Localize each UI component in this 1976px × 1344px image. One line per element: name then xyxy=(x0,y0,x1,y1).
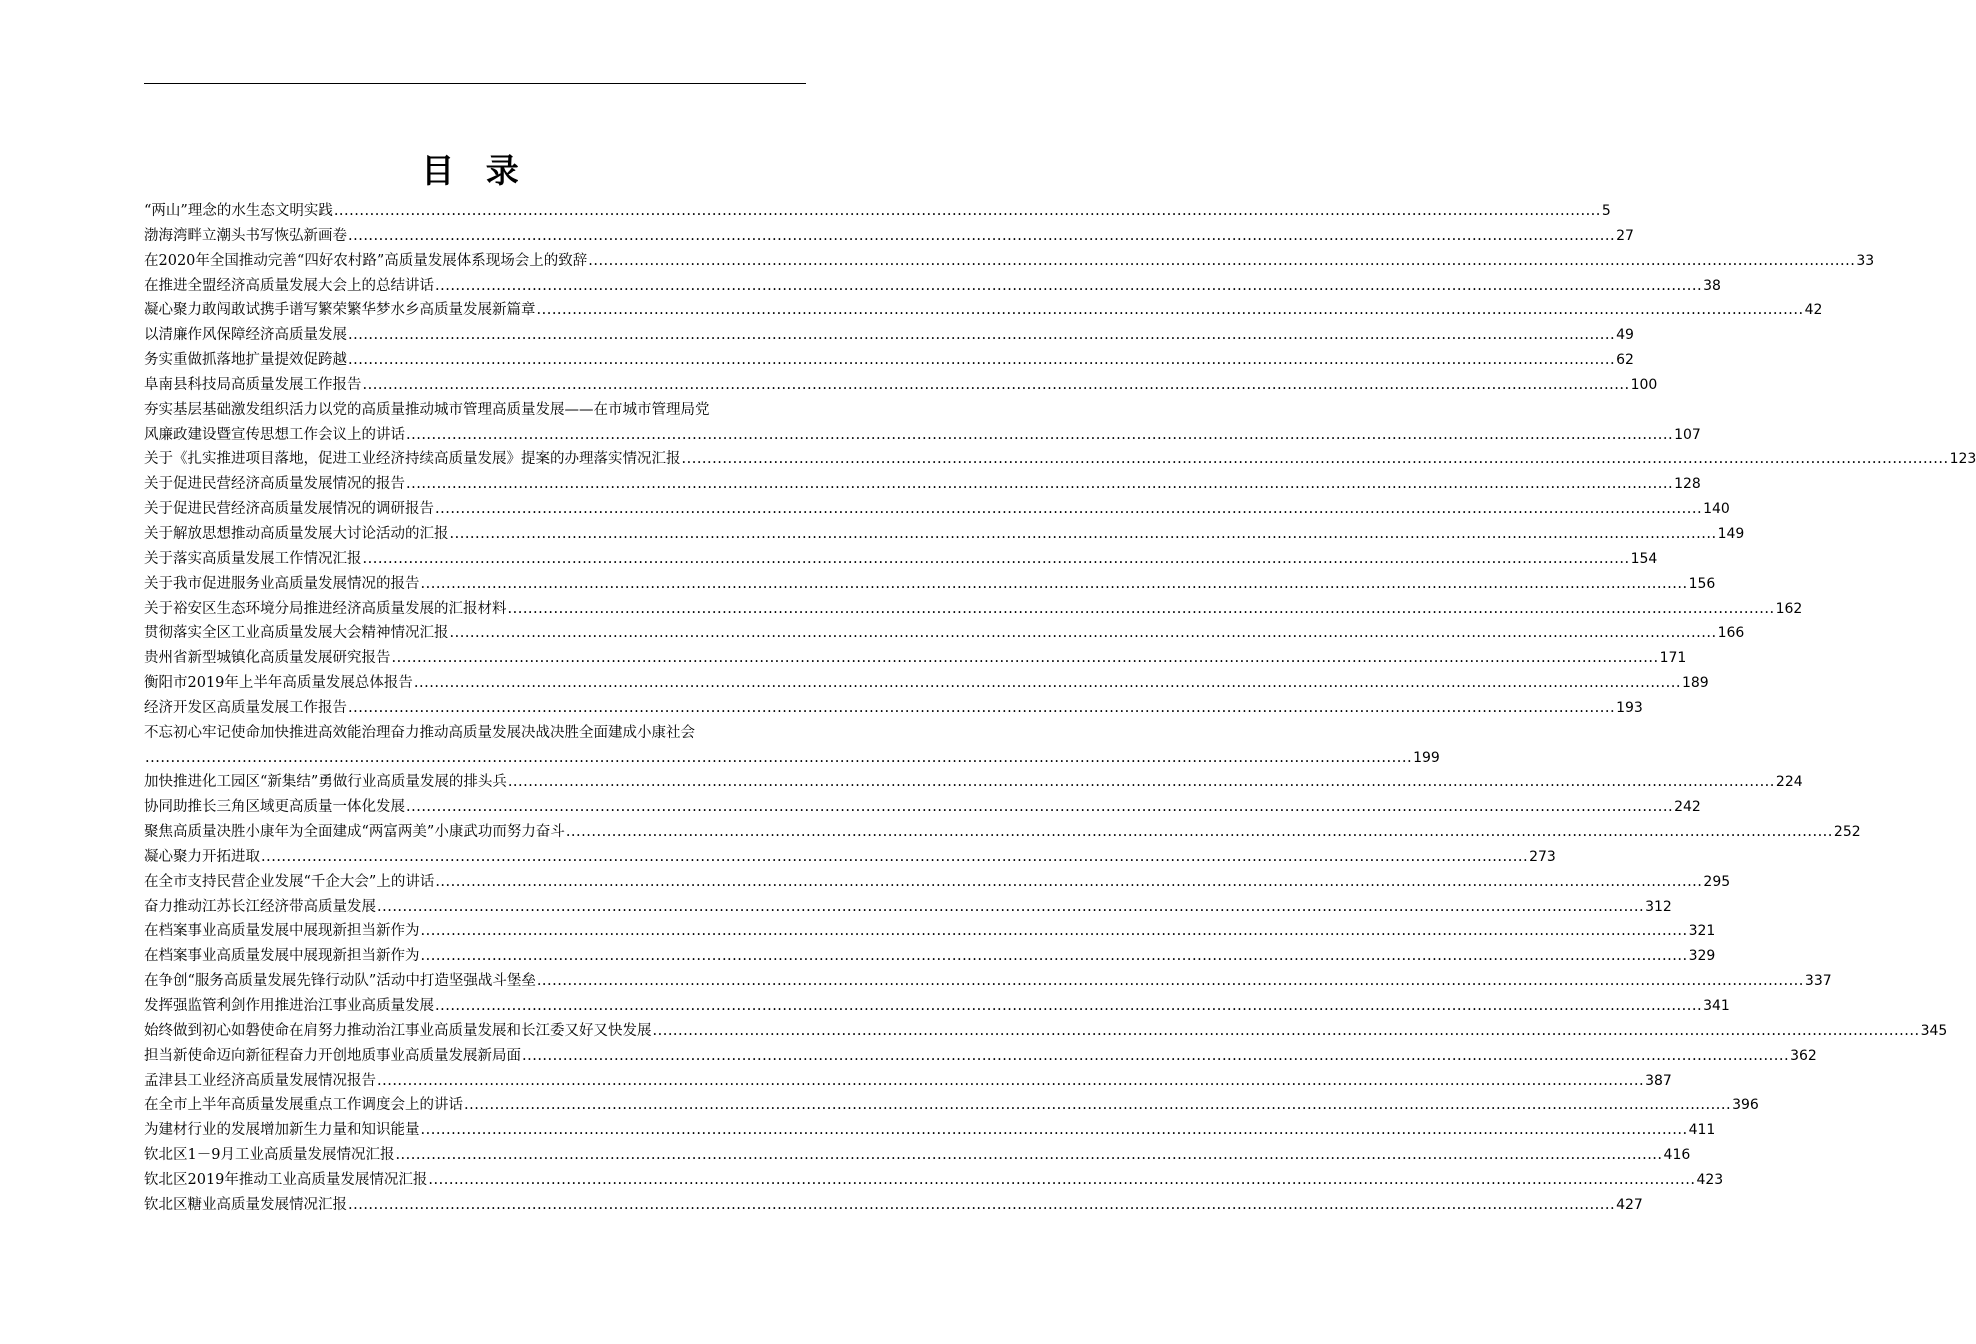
toc-entry-page: 154 xyxy=(1630,550,1658,567)
toc-entry-page: 38 xyxy=(1703,277,1721,294)
toc-entry[interactable] xyxy=(144,969,1832,994)
toc-entry-page: 166 xyxy=(1717,625,1745,642)
toc-entry-page: 140 xyxy=(1703,501,1730,518)
toc-entry-page: 411 xyxy=(1688,1122,1716,1139)
toc-entry[interactable] xyxy=(144,1168,1724,1193)
toc-entry[interactable] xyxy=(144,1044,1817,1069)
toc-entry[interactable] xyxy=(144,1193,1643,1218)
toc-entry[interactable] xyxy=(144,423,1701,448)
toc-leader-dots xyxy=(653,1019,1920,1044)
toc-leader-dots xyxy=(348,696,1615,721)
toc-entry-title: 在2020年全国推动完善“四好农村路”高质量发展体系现场会上的致辞 xyxy=(144,252,588,269)
toc-entry-page: 171 xyxy=(1659,650,1687,667)
toc-entry-title: 协同助推长三角区域更高质量一体化发展 xyxy=(144,799,405,816)
toc-leader-dots xyxy=(348,323,1615,348)
toc-leader-dots xyxy=(392,646,1659,671)
toc-leader-dots xyxy=(508,770,1775,795)
toc-entry-page: 193 xyxy=(1616,699,1643,716)
toc-leader-dots xyxy=(145,746,1412,771)
toc-entry[interactable] xyxy=(144,1069,1672,1094)
toc-entry-title: 关于落实高质量发展工作情况汇报 xyxy=(144,550,362,567)
toc-entry[interactable] xyxy=(144,646,1687,671)
toc-entry-page: 149 xyxy=(1717,525,1745,542)
toc-entry-title: 关于我市促进服务业高质量发展情况的报告 xyxy=(144,575,420,592)
toc-entry-page: 156 xyxy=(1688,575,1716,592)
toc-entry[interactable] xyxy=(144,671,1709,696)
toc-entry-page: 362 xyxy=(1790,1047,1817,1064)
toc-leader-dots xyxy=(522,1044,1789,1069)
toc-entry[interactable] xyxy=(144,870,1731,895)
toc-leader-dots xyxy=(395,1143,1662,1168)
toc-entry-title: 关于《扎实推进项目落地，促进工业经济持续高质量发展》提案的办理落实情况汇报 xyxy=(144,451,681,468)
toc-leader-dots xyxy=(428,1168,1695,1193)
toc-leader-dots xyxy=(348,1193,1615,1218)
toc-entry-page: 123 xyxy=(1949,451,1976,468)
toc-entry-line[interactable]: 夯实基层基础激发组织活力以党的高质量推动城市管理高质量发展——在市城市管理局党 xyxy=(144,401,710,418)
toc-leader-dots xyxy=(682,447,1949,472)
toc-entry[interactable] xyxy=(144,249,1875,274)
toc-entry-page: 33 xyxy=(1856,252,1875,269)
toc-entry-title: 渤海湾畔立潮头书写恢弘新画卷 xyxy=(144,227,347,244)
toc-entry-title: 发挥强监管利剑作用推进治江事业高质量发展 xyxy=(144,998,434,1014)
toc-entry-title: 贯彻落实全区工业高质量发展大会精神情况汇报 xyxy=(144,625,449,642)
toc-entry-title: 加快推进化工园区“新集结”勇做行业高质量发展的排头兵 xyxy=(144,774,507,791)
toc-entry-page: 189 xyxy=(1681,675,1709,692)
toc-entry-title: 在档案事业高质量发展中展现新担当新作为 xyxy=(144,923,420,940)
toc-entry-title: 衡阳市2019年上半年高质量发展总体报告 xyxy=(144,675,413,692)
toc-entry[interactable] xyxy=(144,447,1976,472)
toc-entry-page: 423 xyxy=(1696,1171,1724,1188)
toc-leader-dots xyxy=(508,597,1775,622)
toc-leader-dots xyxy=(261,845,1528,870)
toc-entry-page: 387 xyxy=(1645,1072,1672,1089)
toc-leader-dots xyxy=(406,423,1673,448)
toc-entry[interactable] xyxy=(144,1019,1948,1044)
toc-leader-dots xyxy=(537,969,1804,994)
toc-leader-dots xyxy=(464,1093,1731,1118)
toc-entry-title: 担当新使命迈向新征程奋力开创地质事业高质量发展新局面 xyxy=(144,1047,521,1064)
toc-leader-dots xyxy=(406,795,1673,820)
toc-entry-page: 273 xyxy=(1529,848,1556,865)
toc-entry-title: 聚焦高质量决胜小康年为全面建成“两富两美”小康武功而努力奋斗 xyxy=(144,824,565,841)
toc-entry-page: 42 xyxy=(1804,302,1823,319)
toc-entry-title: “两山”理念的水生态文明实践 xyxy=(144,203,333,219)
toc-entry-page: 199 xyxy=(1413,749,1440,766)
toc-entry-title: 在全市上半年高质量发展重点工作调度会上的讲话 xyxy=(144,1097,463,1114)
toc-entry[interactable] xyxy=(144,895,1672,920)
toc-entry-page: 329 xyxy=(1688,948,1716,965)
toc-leader-dots xyxy=(421,1118,1688,1143)
toc-entry-title: 凝心聚力开拓进取 xyxy=(144,848,260,865)
header-rule xyxy=(144,83,806,84)
toc-entry-page: 49 xyxy=(1616,327,1634,344)
toc-entry[interactable] xyxy=(144,944,1716,969)
toc-entry[interactable] xyxy=(144,572,1716,597)
toc-entry-title: 奋力推动江苏长江经济带高质量发展 xyxy=(144,898,376,915)
toc-entry-page: 312 xyxy=(1645,898,1672,915)
toc-entry-title: 关于裕安区生态环境分局推进经济高质量发展的汇报材料 xyxy=(144,600,507,617)
toc-entry-page: 224 xyxy=(1775,774,1803,791)
toc-entry-title: 阜南县科技局高质量发展工作报告 xyxy=(144,376,362,393)
toc-entry-page: 427 xyxy=(1616,1196,1643,1213)
toc-entry-page: 107 xyxy=(1674,426,1701,443)
toc-entry-title: 风廉政建设暨宣传思想工作会议上的讲话 xyxy=(144,426,405,443)
toc-entry[interactable] xyxy=(144,373,1658,398)
toc-leader-dots xyxy=(566,820,1833,845)
toc-entry-title: 钦北区1－9月工业高质量发展情况汇报 xyxy=(144,1147,395,1164)
toc-entry-title: 为建材行业的发展增加新生力量和知识能量 xyxy=(144,1122,420,1139)
toc-entry-line[interactable]: 不忘初心牢记使命加快推进高效能治理奋力推动高质量发展决战决胜全面建成小康社会 xyxy=(144,724,695,741)
toc-entry-title: 孟津县工业经济高质量发展情况报告 xyxy=(144,1072,376,1089)
toc-entry-page: 321 xyxy=(1688,923,1716,940)
toc-entry[interactable] xyxy=(144,224,1634,249)
toc-entry[interactable] xyxy=(144,497,1730,522)
toc-entry-page: 345 xyxy=(1920,1022,1948,1039)
toc-entry[interactable] xyxy=(144,1118,1716,1143)
toc-entry-page: 295 xyxy=(1703,873,1731,890)
toc-title: 目 录 xyxy=(421,151,529,190)
toc-entry[interactable] xyxy=(144,770,1803,795)
toc-leader-dots xyxy=(435,994,1702,1019)
toc-entry[interactable] xyxy=(144,323,1634,348)
toc-entry-title: 在档案事业高质量发展中展现新担当新作为 xyxy=(144,948,420,965)
toc-entry-page: 27 xyxy=(1616,227,1634,244)
toc-entry-page: 242 xyxy=(1674,799,1701,816)
toc-entry-page: 162 xyxy=(1775,600,1803,617)
toc-entry[interactable] xyxy=(144,621,1745,646)
toc-leader-dots xyxy=(588,249,1855,274)
toc-entry[interactable] xyxy=(144,746,1440,771)
toc-leader-dots xyxy=(435,497,1702,522)
toc-entry-title: 关于促进民营经济高质量发展情况的报告 xyxy=(144,476,405,493)
toc-entry[interactable] xyxy=(144,597,1803,622)
toc-entry[interactable] xyxy=(144,696,1643,721)
toc-entry-title: 在争创“服务高质量发展先锋行动队”活动中打造坚强战斗堡垒 xyxy=(144,973,536,990)
toc-entry[interactable] xyxy=(144,199,1611,224)
toc-entry-title: 经济开发区高质量发展工作报告 xyxy=(144,699,347,716)
toc-entry-title: 以清廉作风保障经济高质量发展 xyxy=(144,327,347,344)
toc-leader-dots xyxy=(435,274,1702,299)
toc-entry[interactable] xyxy=(144,820,1861,845)
toc-leader-dots xyxy=(537,298,1804,323)
toc-leader-dots xyxy=(377,895,1644,920)
toc-entry[interactable] xyxy=(144,1143,1691,1168)
toc-entry-page: 416 xyxy=(1663,1147,1691,1164)
toc-entry-page: 341 xyxy=(1703,998,1730,1014)
toc-entry[interactable] xyxy=(144,298,1823,323)
toc-entry[interactable] xyxy=(144,919,1716,944)
toc-entry-page: 337 xyxy=(1804,973,1832,990)
toc-entry-page: 5 xyxy=(1601,203,1611,219)
toc-list xyxy=(144,199,1976,1218)
toc-leader-dots xyxy=(421,944,1688,969)
toc-leader-dots xyxy=(421,919,1688,944)
toc-leader-dots xyxy=(435,870,1702,895)
toc-entry-page: 100 xyxy=(1630,376,1658,393)
toc-entry[interactable] xyxy=(144,845,1556,870)
toc-leader-dots xyxy=(421,572,1688,597)
toc-entry[interactable] xyxy=(144,994,1730,1019)
toc-entry-title: 关于促进民营经济高质量发展情况的调研报告 xyxy=(144,501,434,518)
toc-entry-page: 62 xyxy=(1616,352,1634,369)
toc-leader-dots xyxy=(334,199,1601,224)
toc-leader-dots xyxy=(450,522,1717,547)
toc-entry-title: 关于解放思想推动高质量发展大讨论活动的汇报 xyxy=(144,525,449,542)
toc-leader-dots xyxy=(363,547,1630,572)
toc-entry-title: 钦北区2019年推动工业高质量发展情况汇报 xyxy=(144,1171,428,1188)
toc-entry-title: 务实重做抓落地扩量提效促跨越 xyxy=(144,352,347,369)
toc-entry[interactable] xyxy=(144,472,1701,497)
toc-entry-title: 在全市支持民营企业发展“千企大会”上的讲话 xyxy=(144,873,435,890)
toc-leader-dots xyxy=(414,671,1681,696)
toc-entry[interactable] xyxy=(144,1093,1759,1118)
toc-entry-page: 128 xyxy=(1674,476,1701,493)
toc-entry-title: 钦北区糖业高质量发展情况汇报 xyxy=(144,1196,347,1213)
toc-entry[interactable] xyxy=(144,522,1745,547)
toc-entry-title: 凝心聚力敢闯敢试携手谱写繁荣繁华梦水乡高质量发展新篇章 xyxy=(144,302,536,319)
toc-entry-page: 252 xyxy=(1833,824,1861,841)
toc-leader-dots xyxy=(348,348,1615,373)
toc-leader-dots xyxy=(377,1069,1644,1094)
toc-entry[interactable] xyxy=(144,348,1634,373)
toc-entry-title: 始终做到初心如磐使命在肩努力推动治江事业高质量发展和长江委又好又快发展 xyxy=(144,1022,652,1039)
toc-leader-dots xyxy=(406,472,1673,497)
toc-entry[interactable] xyxy=(144,795,1701,820)
toc-entry-title: 贵州省新型城镇化高质量发展研究报告 xyxy=(144,650,391,667)
toc-leader-dots xyxy=(450,621,1717,646)
toc-entry[interactable] xyxy=(144,274,1721,299)
toc-entry-page: 396 xyxy=(1732,1097,1759,1114)
toc-leader-dots xyxy=(363,373,1630,398)
toc-entry[interactable] xyxy=(144,547,1658,572)
toc-entry-title: 在推进全盟经济高质量发展大会上的总结讲话 xyxy=(144,277,434,294)
toc-leader-dots xyxy=(348,224,1615,249)
